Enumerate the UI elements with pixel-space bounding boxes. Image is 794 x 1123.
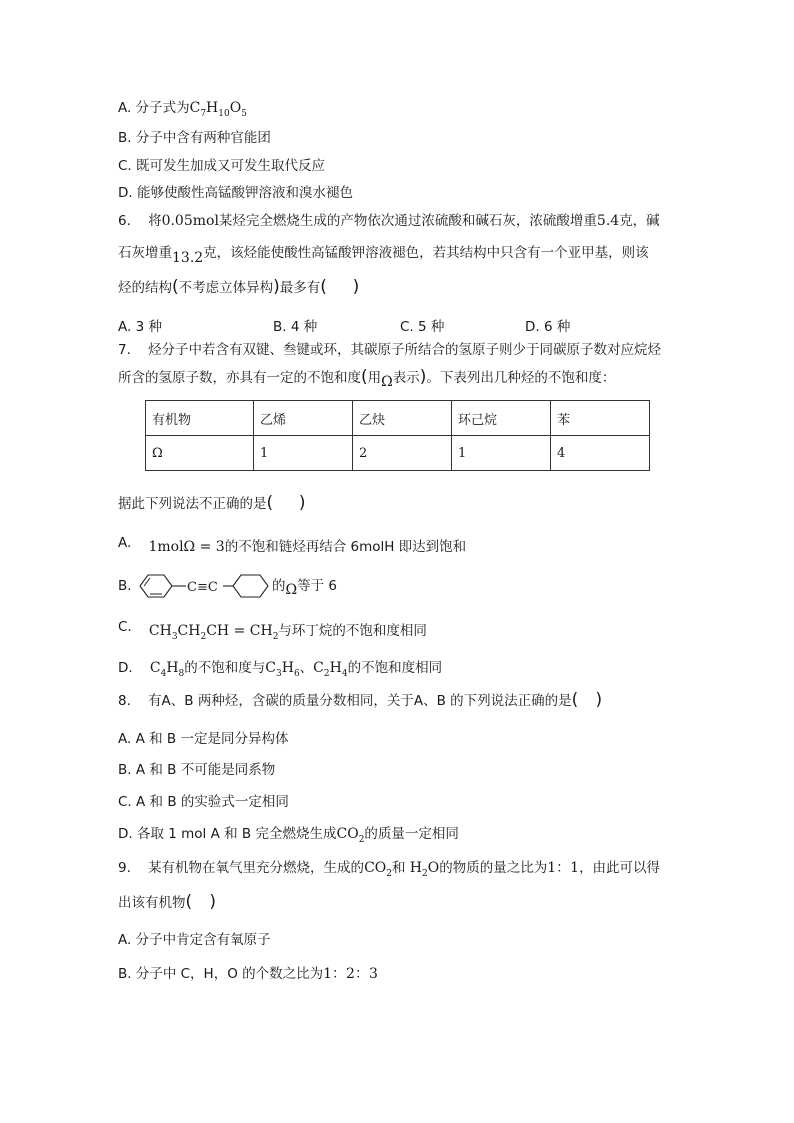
q6-option-c: C. 5 种 [400, 319, 445, 335]
q8-option-d: D. 各取 1 mol A 和 B 完全燃烧生成$CO_2$的质量一定相同 [118, 826, 459, 845]
formula-butene: $CH_3CH_2CH = CH_2$ [148, 623, 279, 642]
q7-option-a: A. 1molΩ = 3的不饱和链烃再结合 6molH 即达到饱和 [118, 535, 467, 555]
q7-stem-line1: 7. 烃分子中若含有双键、叁键或环，其碳原子所结合的氢原子则少于同碳原子数对应烷烃 [118, 342, 662, 358]
q7-option-c: C. $CH_3CH_2CH = CH_2$与环丁烷的不饱和度相同 [118, 619, 427, 642]
diphenylacetylene-structure [138, 573, 273, 599]
table-header-cell: 乙炔 [353, 401, 452, 436]
q5-option-c: C. 既可发生加成又可发生取代反应 [118, 158, 326, 174]
q9-stem-line1: 9. 某有机物在氧气里充分燃烧，生成的$CO_2$和 $H_2O$的物质的量之比为1：1，由此可以得 [118, 860, 661, 879]
triple-bond-text: C≡C [187, 580, 218, 595]
q7-question: 据此下列说法不正确的是( ) [118, 493, 306, 513]
table-cell: Ω [146, 436, 254, 471]
table-header-cell: 有机物 [146, 401, 254, 436]
q7-stem-line2: 所含的氢原子数，亦具有一定的不饱和度(用Ω表示)。下表列出几种烃的不饱和度： [118, 367, 616, 390]
cyclohexane-ring [233, 575, 268, 597]
q9-option-b: B. 分子中 C，H，O 的个数之比为1：2：3 [118, 966, 378, 982]
table-header-row [146, 401, 650, 436]
table-cell: 1 [452, 436, 551, 471]
table-cell: 4 [551, 436, 650, 471]
q6-option-d: D. 6 种 [525, 319, 571, 335]
q7-option-d: D. $C_4H_8$的不饱和度与$C_3H_6$、$C_2H_4$的不饱和度相同 [118, 660, 443, 679]
q8-option-a: A. A 和 B 一定是同分异构体 [118, 731, 289, 747]
table-row [146, 436, 650, 471]
table-cell: 2 [353, 436, 452, 471]
q9-option-a: A. 分子中肯定含有氧原子 [118, 932, 271, 948]
unsaturation-table [145, 400, 650, 471]
q6-option-a: A. 3 种 [118, 319, 162, 335]
q5-option-d: D. 能够使酸性高锰酸钾溶液和溴水褪色 [118, 185, 353, 201]
q9-stem-line2: 出该有机物( ) [118, 892, 216, 912]
q5-option-a: A. 分子式为$C_7H_{10}O_5$ [118, 100, 247, 119]
q6-stem-line2: 石灰增重13.2克，该烃能使酸性高锰酸钾溶液褪色，若其结构中只含有一个亚甲基，则该 [118, 245, 649, 266]
q6-stem-line3: 烃的结构(不考虑立体异构)最多有( ) [118, 277, 360, 297]
q6-option-b: B. 4 种 [273, 319, 318, 335]
table-header-cell: 苯 [551, 401, 650, 436]
q8-option-c: C. A 和 B 的实验式一定相同 [118, 794, 289, 810]
q7-option-b-text: 的Ω等于 6 [272, 578, 337, 598]
q8-stem: 8. 有A、B 两种烃，含碳的质量分数相同，关于A、B 的下列说法正确的是( ) [118, 690, 603, 710]
table-header-cell: 乙烯 [254, 401, 353, 436]
table-header-cell: 环己烷 [452, 401, 551, 436]
formula-c7h10o5: $C_7H_{10}O_5$ [189, 100, 247, 119]
q6-stem-line1: 6. 将0.05mol某烃完全燃烧生成的产物依次通过浓硫酸和碱石灰，浓硫酸增重5.4克，碱 [118, 213, 660, 229]
q8-option-b: B. A 和 B 不可能是同系物 [118, 762, 276, 778]
q5-option-b: B. 分子中含有两种官能团 [118, 130, 271, 146]
q7-option-b-label: B. [118, 578, 132, 594]
table-cell: 1 [254, 436, 353, 471]
